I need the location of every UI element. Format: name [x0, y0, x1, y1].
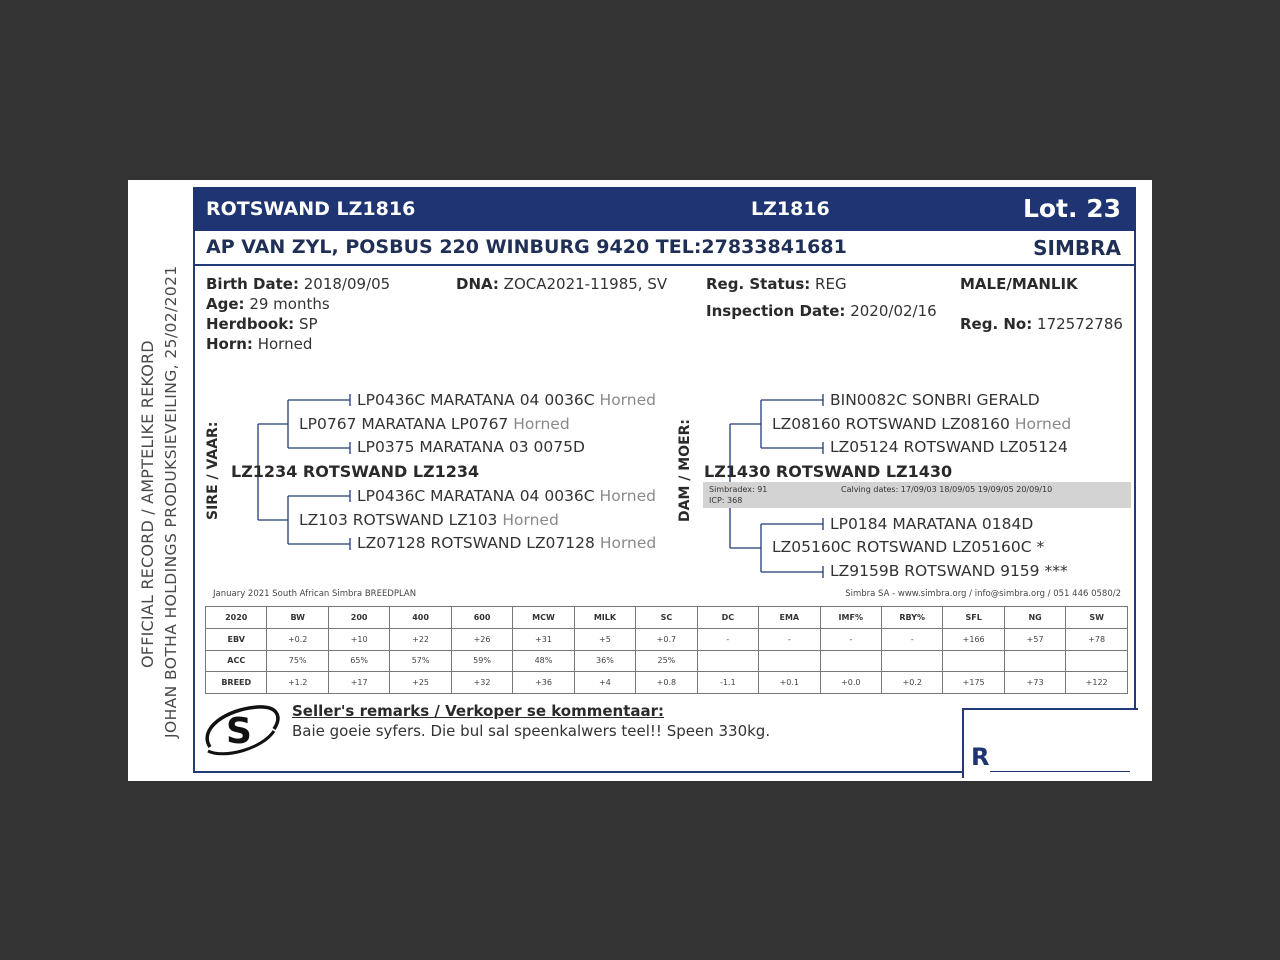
horn-status: Horn: Horned — [206, 335, 313, 353]
ebv-cell: - — [697, 629, 758, 651]
ebv-cell: +0.0 — [820, 672, 881, 694]
dam-sire: LZ08160 ROTSWAND LZ08160 Horned — [772, 415, 1072, 433]
ebv-cell: +0.2 — [267, 629, 328, 651]
lot-number: Lot. 23 — [1022, 194, 1121, 223]
ebv-cell: +26 — [451, 629, 512, 651]
ebv-row-label: EBV — [206, 629, 267, 651]
signature-line — [990, 771, 1130, 772]
owner-bar — [193, 231, 1136, 266]
ebv-header-cell: IMF% — [820, 607, 881, 629]
ebv-cell: +36 — [513, 672, 574, 694]
dam-sire-sire: BIN0082C SONBRI GERALD — [830, 391, 1040, 409]
official-record-label: OFFICIAL RECORD / AMPTELIKE REKORD — [138, 340, 157, 668]
dam-dam-sire: LP0184 MARATANA 0184D — [830, 515, 1034, 533]
r-label: R — [971, 743, 990, 771]
ebv-header-cell: EMA — [759, 607, 820, 629]
herdbook: Herdbook: SP — [206, 315, 318, 333]
ebv-row — [206, 672, 1128, 694]
dam-dam: LZ05160C ROTSWAND LZ05160C * — [772, 538, 1045, 556]
remarks-text: Baie goeie syfers. Die bul sal speenkalwers teel!! Speen 330kg. — [292, 722, 771, 740]
birth-date: Birth Date: 2018/09/05 — [206, 275, 391, 293]
simbra-logo — [204, 703, 280, 759]
breed-label: SIMBRA — [1033, 236, 1121, 260]
sex: MALE/MANLIK — [960, 275, 1078, 293]
ebv-header-cell: MCW — [513, 607, 574, 629]
ebv-row-label: BREED — [206, 672, 267, 694]
ebv-header-cell: SC — [636, 607, 697, 629]
sire-name: LZ1234 ROTSWAND LZ1234 — [231, 462, 480, 481]
ebv-table — [205, 606, 1128, 694]
ebv-header-cell: 400 — [390, 607, 451, 629]
ebv-cell: +5 — [574, 629, 635, 651]
ebv-cell: +0.2 — [881, 672, 942, 694]
dam-label: DAM / MOER: — [677, 418, 693, 522]
ebv-header-cell: BW — [267, 607, 328, 629]
ebv-cell — [1004, 650, 1065, 672]
ebv-cell — [759, 650, 820, 672]
auction-label: JOHAN BOTHA HOLDINGS PRODUKSIEVEILING, 25/02/2021 — [162, 265, 180, 738]
animal-code: LZ1816 — [751, 198, 830, 220]
ebv-cell: +73 — [1004, 672, 1065, 694]
ebv-cell: +0.7 — [636, 629, 697, 651]
animal-name: ROTSWAND LZ1816 — [206, 198, 416, 220]
ebv-header-cell: 200 — [328, 607, 389, 629]
ebv-cell: +17 — [328, 672, 389, 694]
ebv-cell: - — [881, 629, 942, 651]
ebv-cell: +4 — [574, 672, 635, 694]
ebv-cell: 48% — [513, 650, 574, 672]
ebv-cell: 36% — [574, 650, 635, 672]
ebv-row — [206, 650, 1128, 672]
ebv-cell — [820, 650, 881, 672]
reg-no: Reg. No: 172572786 — [960, 315, 1123, 333]
ebv-cell: - — [759, 629, 820, 651]
ebv-cell: +175 — [943, 672, 1004, 694]
dam-dam-dam: LZ9159B ROTSWAND 9159 *** — [830, 562, 1068, 580]
dna: DNA: ZOCA2021-11985, SV — [456, 275, 668, 293]
ebv-header-cell: MILK — [574, 607, 635, 629]
sire-dam-dam: LZ07128 ROTSWAND LZ07128 Horned — [357, 534, 657, 552]
ebv-cell: +57 — [1004, 629, 1065, 651]
sire-sire-dam: LP0375 MARATANA 03 0075D — [357, 438, 585, 456]
ebv-header-row — [206, 607, 1128, 629]
remarks-title: Seller's remarks / Verkoper se kommentaar: — [292, 702, 665, 720]
ebv-row-label: ACC — [206, 650, 267, 672]
ebv-cell: 75% — [267, 650, 328, 672]
icp: ICP: 368 — [709, 496, 743, 505]
sire-dam: LZ103 ROTSWAND LZ103 Horned — [299, 511, 559, 529]
ebv-cell: +0.1 — [759, 672, 820, 694]
sire-sire: LP0767 MARATANA LP0767 Horned — [299, 415, 570, 433]
contact-info: Simbra SA - www.simbra.org / info@simbra.org / 051 446 0580/2 — [845, 589, 1121, 599]
ebv-header-cell: 2020 — [206, 607, 267, 629]
inspection-date: Inspection Date: 2020/02/16 — [706, 302, 937, 320]
ebv-cell — [881, 650, 942, 672]
ebv-header-cell: SW — [1066, 607, 1128, 629]
ebv-cell: -1.1 — [697, 672, 758, 694]
ebv-cell: +166 — [943, 629, 1004, 651]
breedplan-source: January 2021 South African Simbra BREEDPLAN — [213, 589, 417, 599]
ebv-cell: +25 — [390, 672, 451, 694]
dam-info-box — [703, 482, 1131, 508]
dam-name: LZ1430 ROTSWAND LZ1430 — [704, 462, 953, 481]
ebv-cell: +0.8 — [636, 672, 697, 694]
ebv-cell: +22 — [390, 629, 451, 651]
age: Age: 29 months — [206, 295, 330, 313]
ebv-header-cell: RBY% — [881, 607, 942, 629]
lot-card — [128, 180, 1152, 781]
owner-line: AP VAN ZYL, POSBUS 220 WINBURG 9420 TEL:27833841681 — [206, 236, 847, 258]
ebv-cell: +31 — [513, 629, 574, 651]
ebv-cell: 65% — [328, 650, 389, 672]
dam-sire-dam: LZ05124 ROTSWAND LZ05124 — [830, 438, 1068, 456]
ebv-row — [206, 629, 1128, 651]
ebv-cell: +78 — [1066, 629, 1128, 651]
ebv-cell: 25% — [636, 650, 697, 672]
signature-box — [962, 708, 1138, 778]
ebv-cell: +32 — [451, 672, 512, 694]
ebv-cell: 59% — [451, 650, 512, 672]
ebv-header-cell: DC — [697, 607, 758, 629]
ebv-header-cell: SFL — [943, 607, 1004, 629]
ebv-cell: +10 — [328, 629, 389, 651]
calving-dates: Calving dates: 17/09/03 18/09/05 19/09/05 20/09/10 — [841, 485, 1053, 494]
ebv-header-cell: 600 — [451, 607, 512, 629]
sire-label: SIRE / VAAR: — [205, 421, 221, 520]
reg-status: Reg. Status: REG — [706, 275, 847, 293]
ebv-cell: +122 — [1066, 672, 1128, 694]
ebv-header-cell: NG — [1004, 607, 1065, 629]
logo-letter: S — [226, 711, 252, 752]
ebv-cell — [1066, 650, 1128, 672]
ebv-cell: +1.2 — [267, 672, 328, 694]
simbradex: Simbradex: 91 — [709, 485, 768, 494]
header-bar — [193, 187, 1136, 231]
ebv-cell — [697, 650, 758, 672]
sire-dam-sire: LP0436C MARATANA 04 0036C Horned — [357, 487, 656, 505]
ebv-cell — [943, 650, 1004, 672]
sire-sire-sire: LP0436C MARATANA 04 0036C Horned — [357, 391, 656, 409]
ebv-cell: 57% — [390, 650, 451, 672]
ebv-cell: - — [820, 629, 881, 651]
